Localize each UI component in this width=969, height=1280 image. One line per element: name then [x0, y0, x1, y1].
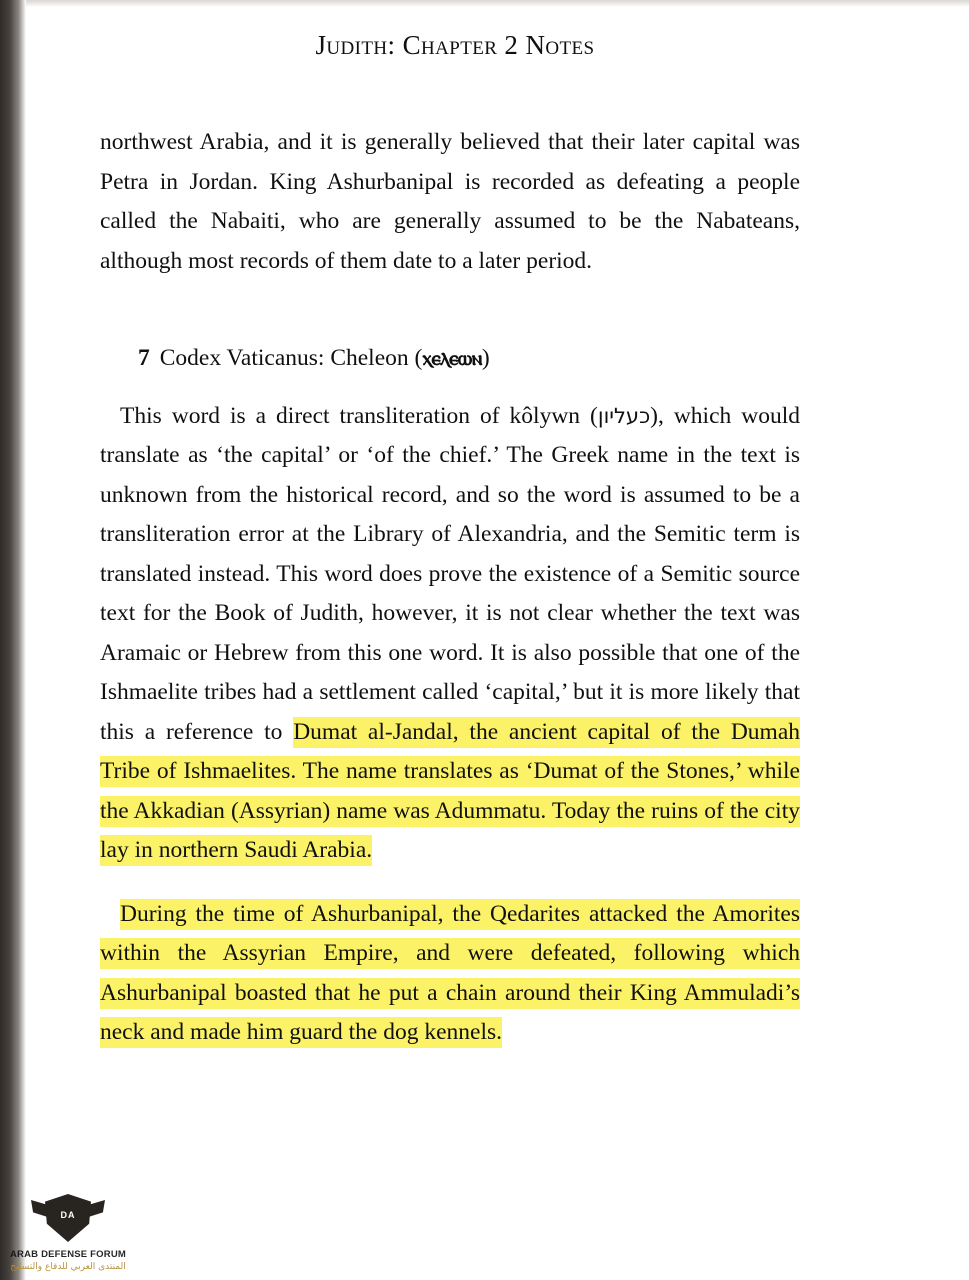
- highlighted-text-qedarites: During the time of Ashurbanipal, the Qedarites attacked the Amorites within the Assyrian Empire, and were defeated, following which Ashurbanipal boasted that he put a chain around their King Ammuladi’s neck and made him guard the dog kennels.: [100, 899, 800, 1049]
- paragraph-text-part2: ), which would translate as ‘the capital’ or ‘of the chief.’ The Greek name in the text is unknown from the historical record, and so the word is assumed to be a transliteration error at the Library of Alexandria, and the Semitic term is translated instead. This word does prove the existence of a Semitic source text for the Book of Judith, however, it is not clear whether the text was Aramaic or Hebrew from this one word. It is also possible that one of the Ishmaelite tribes had a settlement called ‘capital,’ but it is more likely that this a reference to: [100, 402, 800, 745]
- paragraph-text-part1: This word is a direct transliteration of kôlywn (: [120, 402, 598, 429]
- forum-crest-icon: [31, 1188, 105, 1248]
- page-title: Judith: Chapter 2 Notes: [315, 30, 595, 60]
- hebrew-word: כעליון: [597, 403, 651, 428]
- paragraph-codex-body: [100, 397, 800, 871]
- section-label-close: ): [481, 345, 490, 371]
- crest-initials: DA: [60, 1210, 76, 1220]
- scan-edge-left: [0, 0, 26, 1280]
- paragraph-continuation: northwest Arabia, and it is generally believed that their later capital was Petra in Jordan. King Ashurbanipal is recorded as defeating a people called the Nabaiti, who are generally assumed to be the Nabateans, although most records of them date to a later period.: [100, 129, 800, 274]
- highlighted-text-dumat: Dumat al-Jandal, the ancient capital of the Dumah Tribe of Ishmaelites. The name translates as ‘Dumat of the Stones,’ while the Akkadian (Assyrian) name was Adummatu. Today the ruins of the city lay in northern Saudi Arabia.: [100, 717, 800, 867]
- section-number: 7: [138, 345, 150, 371]
- paragraph-ashurbanipal: [100, 895, 800, 1053]
- watermark-title: ARAB DEFENSE FORUM: [9, 1249, 127, 1260]
- document-content: [100, 0, 800, 1053]
- watermark: [8, 1188, 128, 1272]
- section-label: Codex Vaticanus: Cheleon (: [159, 345, 423, 371]
- coptic-word: ⲭⲉⲗⲉⲱⲛ: [422, 346, 482, 370]
- section-heading: [138, 339, 800, 379]
- watermark-subtitle: المنتدى العربي للدفاع والتسليح: [10, 1262, 126, 1272]
